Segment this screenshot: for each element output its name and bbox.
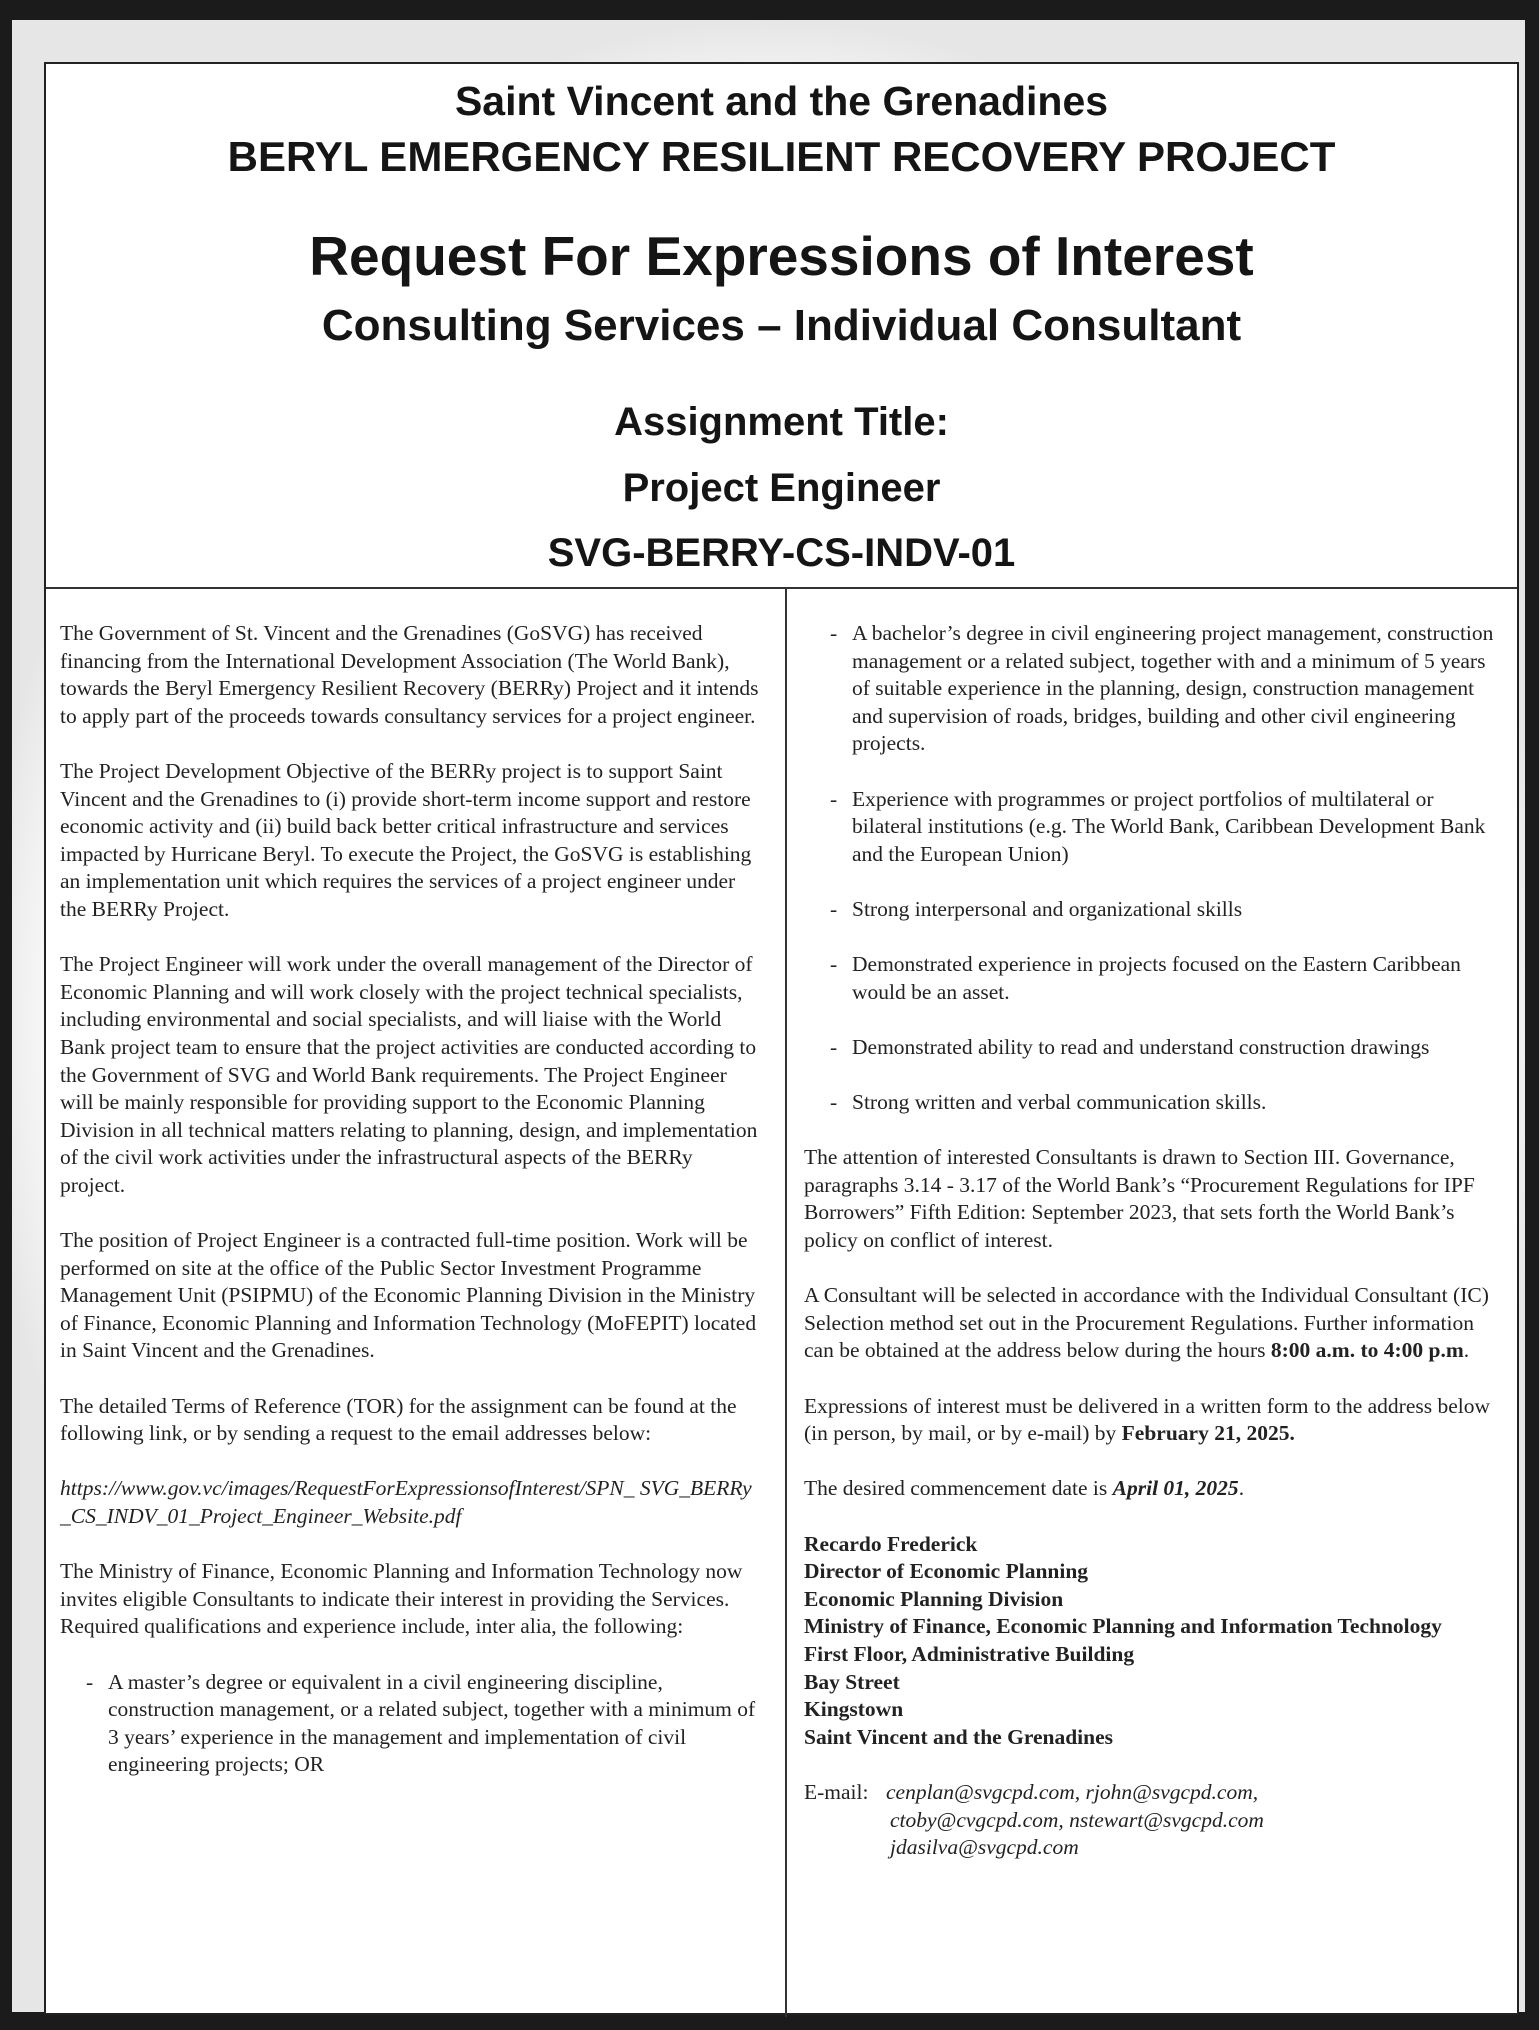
qualification-item <box>804 786 1504 869</box>
paragraph-deadline <box>804 1393 1504 1448</box>
contact-address <box>804 1531 1504 1752</box>
email-line[interactable]: ctoby@cvgcpd.com, nstewart@svgcpd.com <box>890 1807 1264 1832</box>
header-divider <box>46 587 1517 589</box>
header-services: Consulting Services – Individual Consultant <box>321 301 1242 350</box>
qualification-text: Strong written and verbal communication skills. <box>852 1090 1267 1115</box>
address-line: First Floor, Administrative Building <box>804 1641 1135 1666</box>
dash-bullet-icon: - <box>830 1034 838 1059</box>
paragraph-tor: The detailed Terms of Reference (TOR) for the assignment can be found at the following link, or by sending a request to the email addresses below: <box>60 1393 737 1446</box>
dash-bullet-icon: - <box>830 952 838 977</box>
email-label: E-mail: <box>804 1779 869 1804</box>
qualification-item <box>804 951 1504 1006</box>
assignment-code: SVG-BERRY-CS-INDV-01 <box>547 531 1016 575</box>
paragraph-selection: A Consultant will be selected in accordance with the Individual Consultant (IC) Selection method set out in the Procurement Regulations. Further information can be obtained at the address below during the hours 8:00 a.m. to 4:00 p.m. <box>804 1283 1489 1363</box>
assignment-role: Project Engineer <box>622 466 941 510</box>
qualification-text: Demonstrated experience in projects focused on the Eastern Caribbean would be an asset. <box>852 952 1461 1004</box>
commencement-text: The desired commencement date is <box>804 1476 1108 1501</box>
qualification-item <box>804 1034 1504 1062</box>
tor-link[interactable]: https://www.gov.vc/images/RequestForExpressionsofInterest/SPN_ SVG_BERRy_CS_INDV_01_Project_Engineer_Website.pdf <box>60 1476 752 1528</box>
column-divider <box>785 589 787 2017</box>
header <box>46 64 1517 586</box>
deadline-date: February 21, 2025. <box>1121 1421 1295 1446</box>
header-country: Saint Vincent and the Grenadines <box>454 78 1109 124</box>
deadline-text: Expressions of interest must be delivered in a written form to the address below (in person, by mail, or by e-mail) by <box>804 1393 1491 1446</box>
header-project: BERYL EMERGENCY RESILIENT RECOVERY PROJECT <box>227 133 1336 180</box>
email-block <box>804 1779 1504 1862</box>
paragraph-role: The Project Engineer will work under the overall management of the Director of Economic Planning and will work closely with the project technical specialists, including environmental and social specialists, and will liaise with the World Bank project team to ensure that the project activities are conducted according to the Government of SVG and World Bank requirements. The Project Engineer will be mainly responsible for providing support to the Economic Planning Division in all technical matters relating to planning, design, and implementation of the civil work activities under the infrastructural aspects of the BERRy project. <box>60 952 758 1197</box>
paragraph-financing: The Government of St. Vincent and the Grenadines (GoSVG) has received financing from the International Development Association (The World Bank), towards the Beryl Emergency Resilient Recovery (BERRy) Project and it intends to apply part of the proceeds towards consultancy services for a project engineer. <box>60 621 759 728</box>
left-column <box>60 620 760 1807</box>
dash-bullet-icon: - <box>830 1090 838 1115</box>
qualification-text: A bachelor’s degree in civil engineering project management, construction management or a related subject, together with and a minimum of 5 years of suitable experience in the planning, design, construction management and supervision of roads, bridges, building and other civil engineering projects. <box>852 621 1494 756</box>
email-line[interactable]: cenplan@svgcpd.com, rjohn@svgcpd.com, <box>886 1779 1259 1804</box>
office-hours: 8:00 a.m. to 4:00 p.m <box>1270 1338 1464 1363</box>
selection-text: A Consultant will be selected in accordance with the Individual Consultant (IC) Selection method set out in the Procurement Regulations. Further information can be obtained at the address below during the hours <box>804 1283 1489 1363</box>
paragraph-position: The position of Project Engineer is a contracted full-time position. Work will be performed on site at the office of the Public Sector Investment Programme Management Unit (PSIPMU) of the Economic Planning Division in the Ministry of Finance, Economic Planning and Information Technology (MoFEPIT) located in Saint Vincent and the Grenadines. <box>60 1228 757 1363</box>
dash-bullet-icon: - <box>86 1669 94 1694</box>
paragraph-invitation: The Ministry of Finance, Economic Planning and Information Technology now invites eligible Consultants to indicate their interest in providing the Services. Required qualifications and experience include, inter alia, the following: <box>60 1559 743 1639</box>
dash-bullet-icon: - <box>830 621 838 645</box>
qualification-text: Experience with programmes or project portfolios of multilateral or bilateral institutions (e.g. The World Bank, Caribbean Development Bank and the European Union) <box>852 786 1486 866</box>
dash-bullet-icon: - <box>830 896 838 921</box>
qualification-item <box>804 1089 1504 1117</box>
right-column <box>804 620 1504 1862</box>
qualification-text: Demonstrated ability to read and understand construction drawings <box>852 1034 1430 1059</box>
qualification-text: A master’s degree or equivalent in a civil engineering discipline, construction management, or a related subject, together with a minimum of 3 years’ experience in the management and implementation of civil engineering projects; OR <box>108 1669 756 1777</box>
address-line: Ministry of Finance, Economic Planning and Information Technology <box>804 1614 1442 1639</box>
address-line: Bay Street <box>804 1669 900 1694</box>
paragraph-commencement: The desired commencement date is April 01, 2025. <box>804 1476 1245 1501</box>
address-line: Director of Economic Planning <box>804 1559 1089 1584</box>
qualification-item <box>804 620 1504 758</box>
address-line: Kingstown <box>804 1697 904 1722</box>
advertisement-page <box>44 62 1519 2015</box>
address-line: Recardo Frederick <box>804 1531 978 1556</box>
email-list <box>804 1779 1504 1862</box>
assignment-title-label: Assignment Title: <box>614 400 949 444</box>
address-line: Economic Planning Division <box>804 1586 1064 1611</box>
paragraph-objective: The Project Development Objective of the BERRy project is to support Saint Vincent and the Grenadines to (i) provide short-term income support and restore economic activity and (ii) build back better critical infrastructure and services impacted by Hurricane Beryl. To execute the Project, the GoSVG is establishing an implementation unit which requires the services of a project engineer under the BERRy Project. <box>60 758 752 921</box>
email-line[interactable]: jdasilva@svgcpd.com <box>890 1835 1079 1860</box>
commencement-date: April 01, 2025 <box>1112 1476 1239 1501</box>
qualification-text: Strong interpersonal and organizational skills <box>852 896 1243 921</box>
header-request-title: Request For Expressions of Interest <box>309 225 1254 287</box>
paragraph-conflict-of-interest: The attention of interested Consultants is drawn to Section III. Governance, paragraphs 3.14 - 3.17 of the World Bank’s “Procurement Regulations for IPF Borrowers” Fifth Edition: September 2023, that sets forth the World Bank’s policy on conflict of interest. <box>804 1145 1475 1253</box>
address-line: Saint Vincent and the Grenadines <box>804 1724 1114 1749</box>
dash-bullet-icon: - <box>830 786 838 811</box>
qualification-item <box>60 1669 760 1779</box>
sheet-background <box>12 20 1525 2012</box>
qualification-item <box>804 896 1504 924</box>
